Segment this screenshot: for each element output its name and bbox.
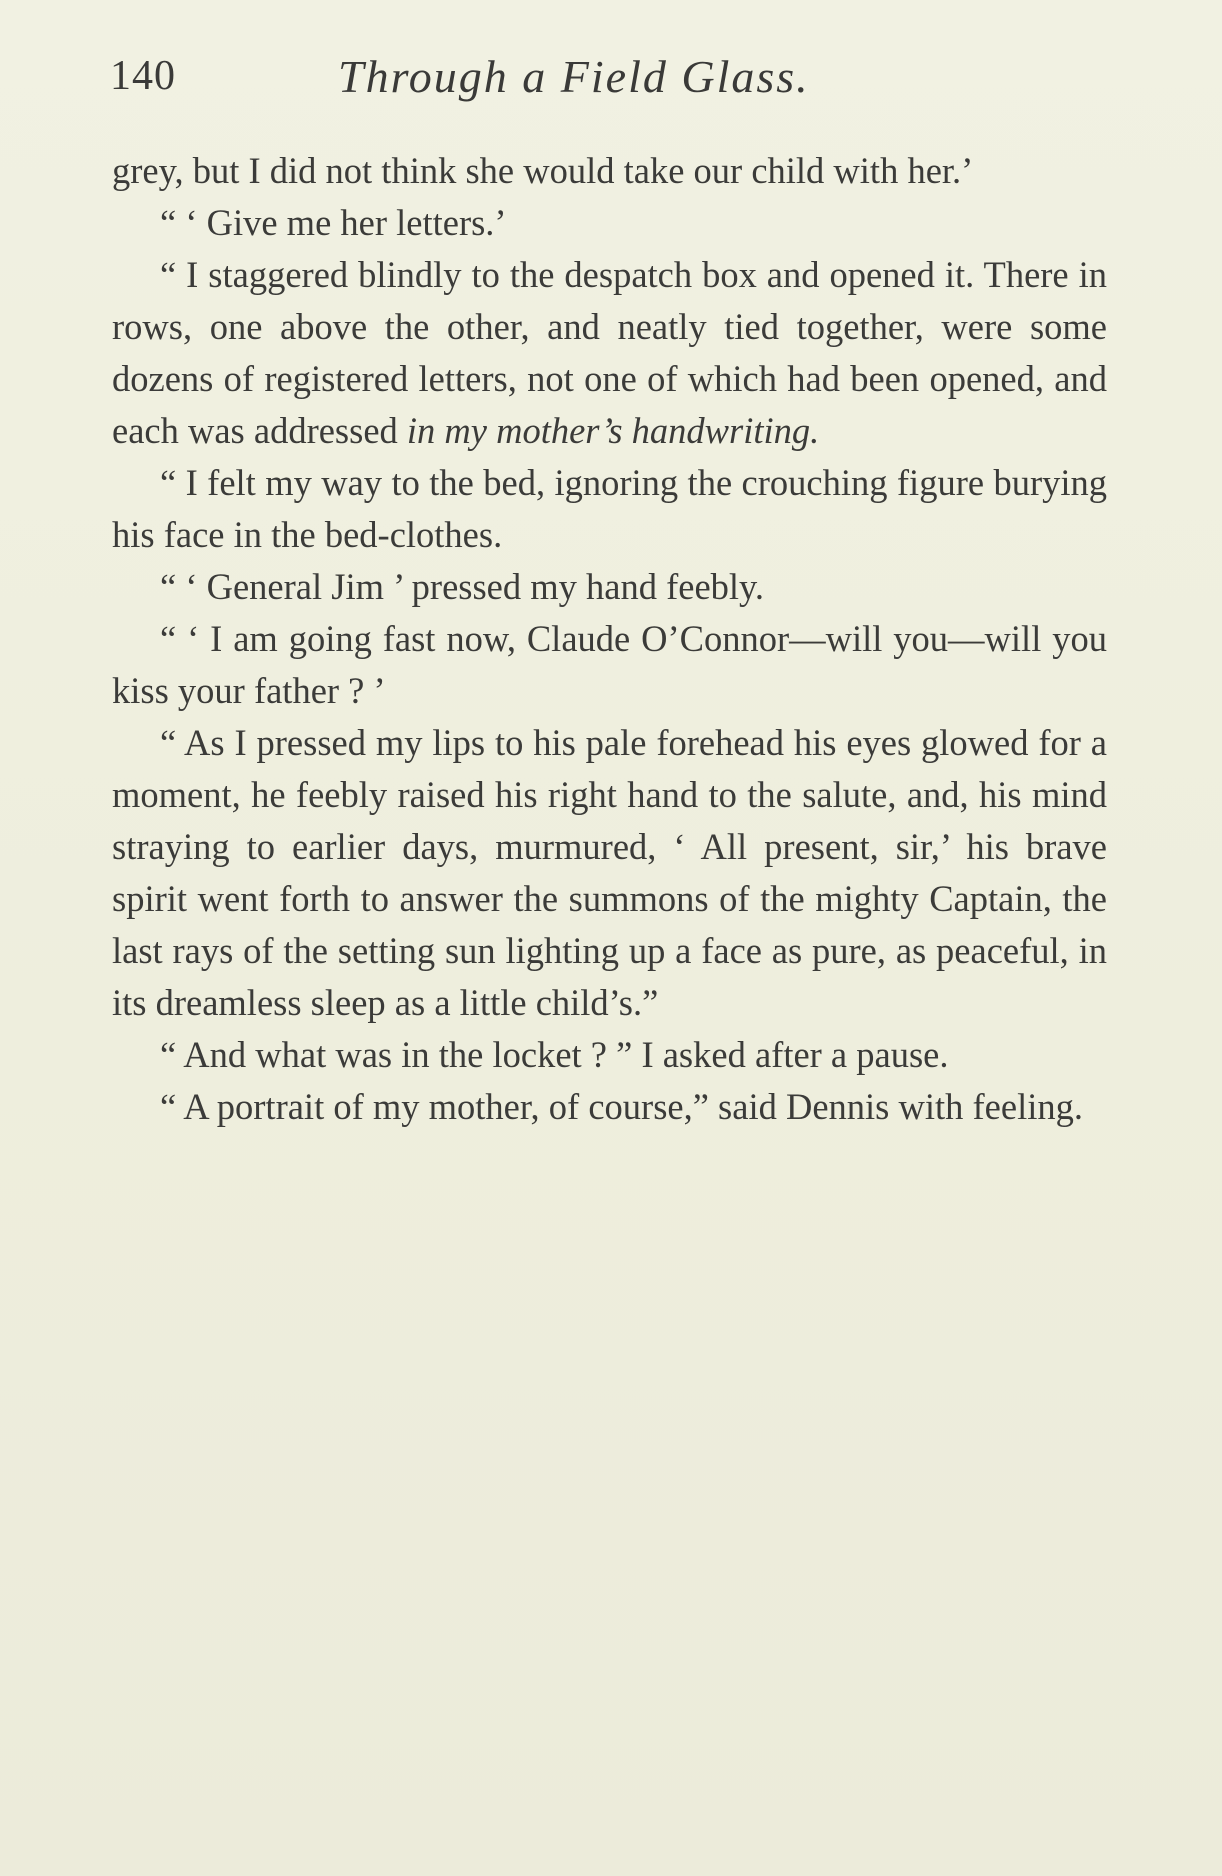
paragraph: [112, 145, 1107, 197]
paragraph-text: “ I felt my way to the bed, ignoring the crouching figure burying his face in the bed-clothes.: [112, 462, 1107, 555]
running-title: Through a Field Glass.: [338, 51, 810, 102]
page-header: [110, 52, 1110, 112]
body-text: [112, 145, 1107, 1133]
paragraph-text: “ ‘ General Jim ’ pressed my hand feebly.: [160, 566, 765, 607]
paragraph: [112, 1029, 1107, 1081]
paragraph: [112, 457, 1107, 561]
paragraph-text: “ ‘ I am going fast now, Claude O’Connor—will you—will you kiss your father ? ’: [112, 618, 1107, 711]
paragraph-text: “ A portrait of my mother, of course,” said Dennis with feeling.: [160, 1086, 1083, 1127]
paragraph-text: grey, but I did not think she would take our child with her.’: [112, 150, 974, 191]
paragraph-text: “ As I pressed my lips to his pale forehead his eyes glowed for a moment, he feebly raised his right hand to the salute, and, his mind straying to earlier days, murmured, ‘ All present, sir,’ his brave spirit went forth to answer the summons of the mighty Captain, the last rays of the setting sun lighting up a face as pure, as peaceful, in its dreamless sleep as a little child’s.”: [112, 722, 1107, 1023]
paragraph: [112, 249, 1107, 457]
italic-phrase: in my mother’s handwriting.: [406, 410, 820, 451]
paragraph: [112, 613, 1107, 717]
paragraph: [112, 717, 1107, 1029]
paragraph: [112, 197, 1107, 249]
paragraph-text: “ ‘ Give me her letters.’: [160, 202, 507, 243]
paragraph: [112, 561, 1107, 613]
paragraph-text: “ And what was in the locket ? ” I asked after a pause.: [160, 1034, 949, 1075]
paragraph-text: “ I staggered blindly to the despatch box and opened it. There in rows, one above the other, and neatly tied together, were some dozens of registered letters, not one of which had been opened, and each was addressed: [112, 254, 1107, 451]
paragraph: [112, 1081, 1107, 1133]
page-number: 140: [110, 53, 176, 99]
